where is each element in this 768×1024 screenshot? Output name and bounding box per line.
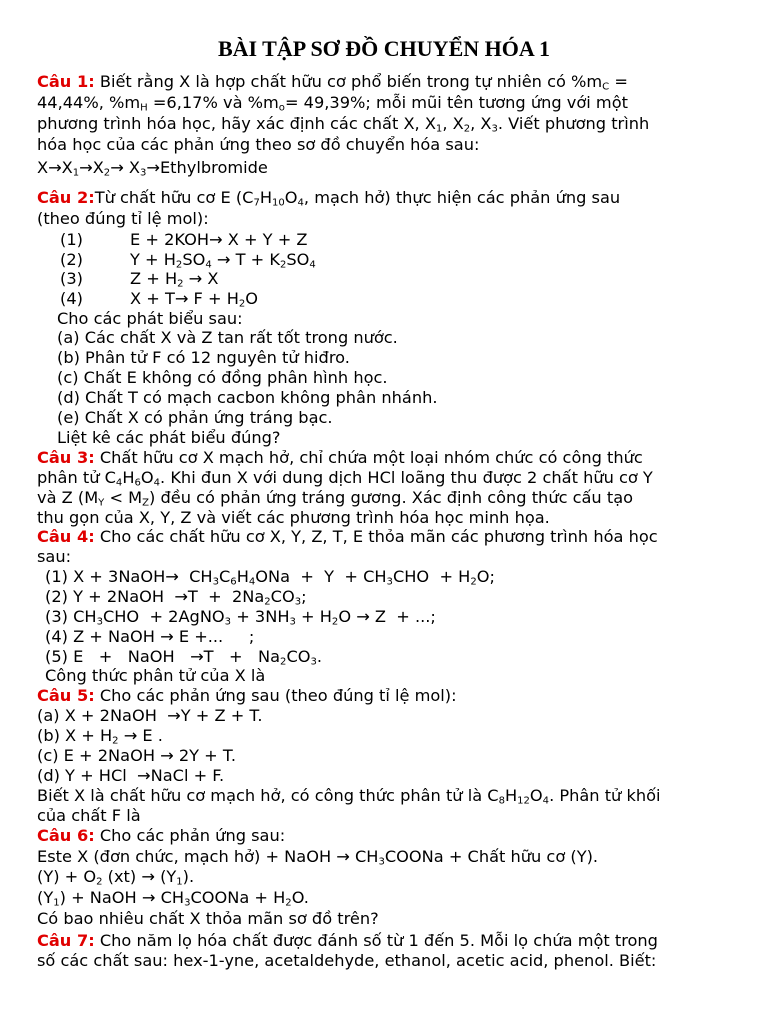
text-line [37, 888, 309, 908]
question-line [37, 72, 628, 92]
question-line [37, 931, 658, 951]
question-line [37, 686, 457, 706]
text-line [45, 607, 436, 627]
line-text: hóa học của các phản ứng theo sơ đồ chuyển hóa sau: [37, 135, 480, 154]
text-line [45, 647, 322, 667]
text-line [45, 627, 254, 647]
question-line [37, 826, 285, 846]
text-line [37, 114, 649, 134]
line-text: Cho các chất hữu cơ X, Y, Z, T, E thỏa mãn các phương trình hóa học [94, 527, 658, 546]
line-text: (c) E + 2NaOH → 2Y + T. [37, 746, 237, 765]
text-line [57, 348, 350, 368]
text-line [37, 847, 598, 867]
line-text: (d) Y + HCl →NaCl + F. [37, 766, 225, 785]
line-text: $X\to X_1\to X_2\to$ $X_3\to Ethylbromide$ [37, 158, 268, 179]
line-text: 44,44%, $\%m_H =6,17\%$ và $\%m_o= 49,39\%$; mỗi mũi tên tương ứng với một [37, 93, 628, 114]
line-text: Este X (đơn chức, mạch hở) + NaOH → $CH_3COONa$ + Chất hữu cơ (Y). [37, 847, 599, 868]
line-text: (2) $Y + H_2SO_4 \to T + K_2SO_4$ [60, 250, 316, 271]
text-line [37, 135, 479, 155]
line-text: Biết X là chất hữu cơ mạch hở, có công thức phân tử là $C_8H_{12}O_4$. Phân tử khối [37, 786, 661, 807]
question-label: Câu 7: [37, 931, 95, 950]
line-text: Cho các phát biểu sau: [57, 309, 243, 328]
line-text: Biết rằng X là hợp chất hữu cơ phổ biến trong tự nhiên có $\%m_C$ = [94, 72, 628, 93]
text-line [45, 587, 307, 607]
text-line [37, 726, 163, 746]
text-line [37, 786, 661, 806]
question-line [37, 448, 643, 468]
text-line [60, 230, 308, 250]
line-text: (theo đúng tỉ lệ mol): [37, 209, 209, 228]
text-line [57, 368, 388, 388]
text-line [37, 766, 224, 786]
text-line [45, 666, 265, 686]
line-text: (d) Chất T có mạch cacbon không phân nhánh. [57, 388, 438, 407]
text-line [57, 328, 398, 348]
line-text: Có bao nhiêu chất X thỏa mãn sơ đồ trên? [37, 909, 379, 928]
page-title: BÀI TẬP SƠ ĐỒ CHUYỂN HÓA 1 [217, 36, 551, 61]
text-line [57, 408, 333, 428]
line-text: $(Y) + O_2$ $(xt) \to (Y_1)$. [37, 867, 195, 888]
text-line [45, 567, 495, 587]
text-line [37, 746, 236, 766]
line-text: (2) Y + 2NaOH $\to T + 2Na_2CO_3$; [45, 587, 307, 608]
line-text: của chất F là [37, 806, 141, 825]
question-label: Câu 6: [37, 826, 95, 845]
text-line [37, 468, 653, 488]
line-text: (1) X + 3NaOH→ $CH_3C_6H_4ONa + Y + CH_3CHO + H_2O$; [45, 567, 495, 588]
text-line [57, 428, 280, 448]
line-text: sau: [37, 547, 72, 566]
text-line [37, 951, 656, 971]
text-line [37, 806, 141, 826]
text-line [37, 158, 268, 178]
question-line [37, 188, 620, 208]
line-text: (a) X + 2NaOH →Y + Z + T. [37, 706, 263, 725]
line-text: (c) Chất E không có đồng phân hình học. [57, 368, 388, 387]
text-line [37, 93, 628, 113]
text-line [37, 547, 71, 567]
text-line [57, 388, 438, 408]
question-label: Câu 3: [37, 448, 95, 467]
text-line [37, 508, 550, 528]
question-line [37, 527, 658, 547]
line-text: Cho các phản ứng sau: [94, 826, 286, 845]
text-line [37, 706, 263, 726]
line-text: Cho năm lọ hóa chất được đánh số từ 1 đến 5. Mỗi lọ chứa một trong [94, 931, 658, 950]
line-text: (b) $X + H_2 \to E$ . [37, 726, 163, 747]
line-text: (b) Phân tử F có 12 nguyên tử hiđro. [57, 348, 350, 367]
text-line [60, 250, 316, 270]
line-text: $(Y_1)$ + NaOH → $CH_3COONa + H_2O$. [37, 888, 309, 909]
line-text: (1) E + 2KOH→ X + Y + Z [60, 230, 308, 249]
line-text: (3) $Z + H_2 \to X$ [60, 269, 219, 290]
text-line [37, 909, 379, 929]
line-text: (5) E + NaOH $\to T + Na_2CO_3$. [45, 647, 323, 668]
text-line [57, 309, 243, 329]
line-text: phương trình hóa học, hãy xác định các chất X, $X_1$, $X_2$, $X_3$. Viết phương trình [37, 114, 650, 135]
question-label: Câu 4: [37, 527, 95, 546]
line-text: Công thức phân tử của X là [45, 666, 266, 685]
line-text: (e) Chất X có phản ứng tráng bạc. [57, 408, 333, 427]
text-line [37, 209, 209, 229]
question-label: Câu 2: [37, 188, 95, 207]
line-text: thu gọn của X, Y, Z và viết các phương trình hóa học minh họa. [37, 508, 550, 527]
question-label: Câu 1: [37, 72, 95, 91]
text-line [60, 289, 258, 309]
line-text: (4) Z + NaOH → E +... ; [45, 627, 255, 646]
line-text: (4) $X + T\to F + H_2O$ [60, 289, 259, 310]
question-label: Câu 5: [37, 686, 95, 705]
text-line [37, 488, 633, 508]
line-text: phân tử $C_4H_6O_4$. Khi đun X với dung dịch HCl loãng thu được 2 chất hữu cơ Y [37, 468, 653, 489]
line-text: và Z $(M_Y < M_Z)$ đều có phản ứng tráng gương. Xác định công thức cấu tạo [37, 488, 634, 509]
line-text: Chất hữu cơ X mạch hở, chỉ chứa một loại nhóm chức có công thức [94, 448, 643, 467]
line-text: (3) $CH_3CHO$ + 2AgNO$_3$ + $3NH_3 + H_2O \to Z$ + ...; [45, 607, 436, 628]
line-text: (a) Các chất X và Z tan rất tốt trong nước. [57, 328, 398, 347]
text-line [60, 269, 218, 289]
line-text: Liệt kê các phát biểu đúng? [57, 428, 281, 447]
line-text: số các chất sau: hex-1-yne, acetaldehyde, ethanol, acetic acid, phenol. Biết: [37, 951, 657, 970]
line-text: Cho các phản ứng sau (theo đúng tỉ lệ mol): [94, 686, 457, 705]
text-line [37, 867, 194, 887]
line-text: Từ chất hữu cơ E ($C_7H_{10}O_4$, mạch hở) thực hiện các phản ứng sau [94, 188, 621, 209]
